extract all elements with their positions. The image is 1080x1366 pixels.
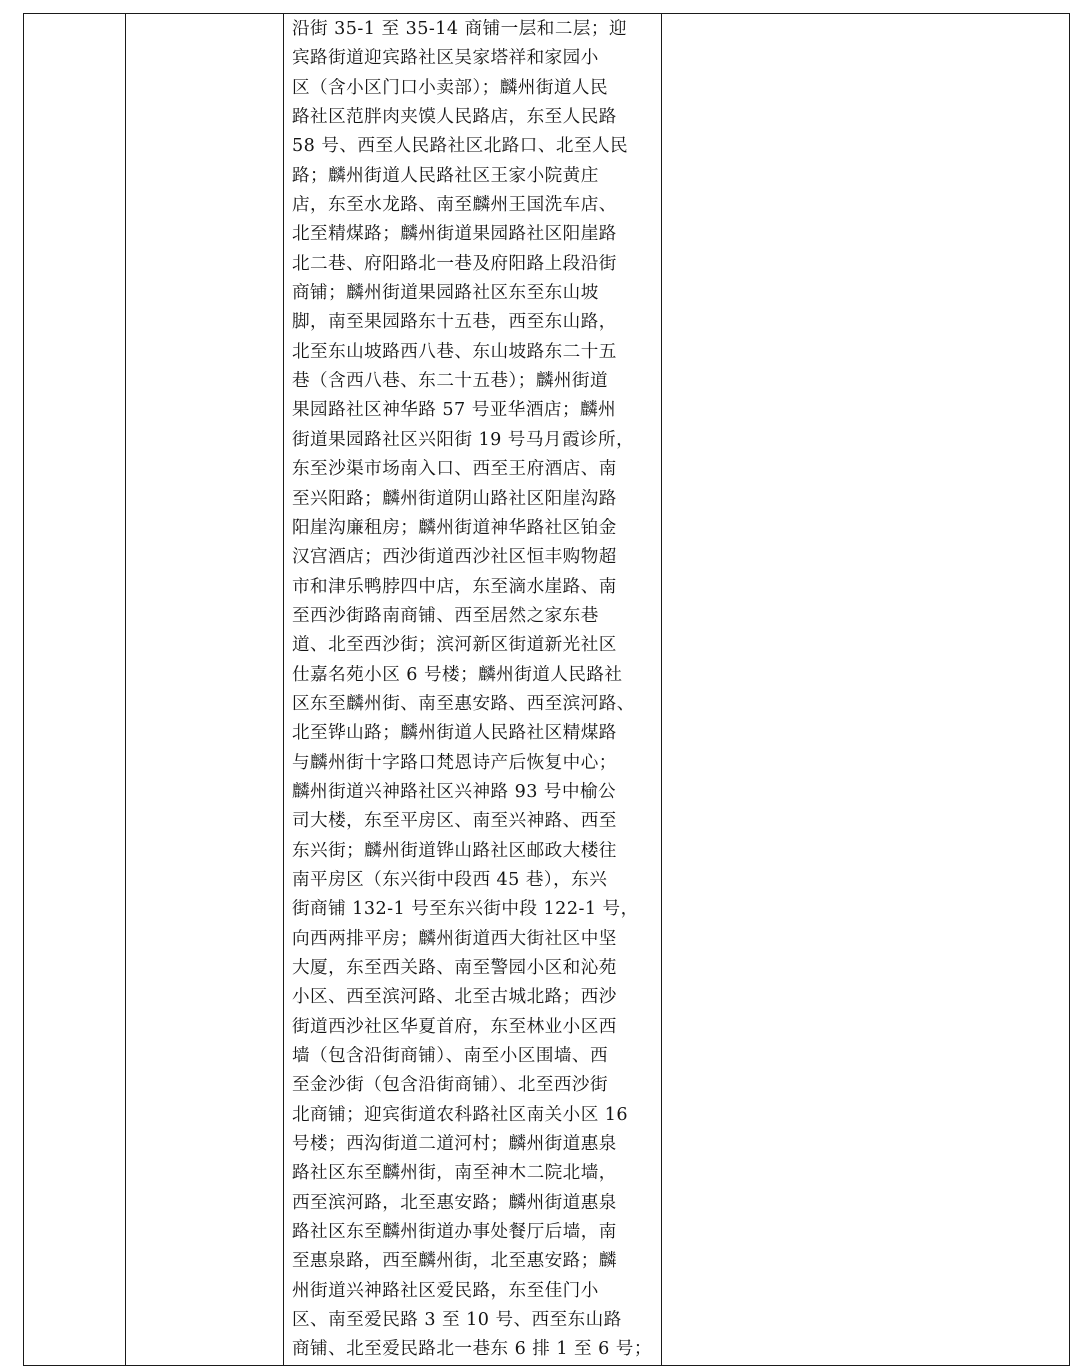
table-cell-notes bbox=[662, 14, 1070, 1366]
region-cell-text bbox=[126, 14, 283, 15]
area-description-text: 沿街 35-1 至 35-14 商铺一层和二层；迎 宾路街道迎宾路社区吴家塔祥和家园小 区（含小区门口小卖部）；麟州街道人民 路社区范胖肉夹馍人民路店，东至人民路 58 号、西至人民路社区北路口、北至人民 路；麟州街道人民路社区王家小院黄庄 店，东至水龙路、南至麟州王国洗车店、 北至精煤路；麟州街道果园路社区阳崖路 北二巷、府阳路北一巷及府阳路上段沿街 商铺；麟州街道果园路社区东至东山坡 脚，南至果园路东十五巷，西至东山路， 北至东山坡路西八巷、东山坡路东二十五 巷（含西八巷、东二十五巷）；麟州街道 果园路社区神华路 57 号亚华酒店；麟州 街道果园路社区兴阳街 19 号马月霞诊所， 东至沙渠市场南入口、西至王府酒店、南 至兴阳路；麟州街道阴山路社区阳崖沟路 阳崖沟廉租房；麟州街道神华路社区铂金 汉宫酒店；西沙街道西沙社区恒丰购物超 市和津乐鸭脖四中店，东至滴水崖路、南 至西沙街路南商铺、西至居然之家东巷 道、北至西沙街；滨河新区街道新光社区 仕嘉名苑小区 6 号楼；麟州街道人民路社 区东至麟州街、南至惠安路、西至滨河路、 北至铧山路；麟州街道人民路社区精煤路 与麟州街十字路口梵恩诗产后恢复中心； 麟州街道兴神路社区兴神路 93 号中榆公 司大楼，东至平房区、南至兴神路、西至 东兴街；麟州街道铧山路社区邮政大楼往 南平房区（东兴街中段西 45 巷），东兴 街商铺 132-1 号至东兴街中段 122-1 号， 向西两排平房；麟州街道西大街社区中坚 大厦，东至西关路、南至警园小区和沁苑 小区、西至滨河路、北至古城北路；西沙 街道西沙社区华夏首府，东至林业小区西 墙（包含沿街商铺）、南至小区围墙、西 至金沙街（包含沿街商铺）、北至西沙街 北商铺；迎宾街道农科路社区南关小区 16 号楼；西沟街道二道河村；麟州街道惠泉 路社区东至麟州街，南至神木二院北墙， 西至滨河路，北至惠安路；麟州街道惠泉 路社区东至麟州街道办事处餐厅后墙，南 至惠泉路，西至麟州街，北至惠安路；麟 州街道兴神路社区爱民路，东至佳门小 区、南至爱民路 3 至 10 号、西至东山路 商铺、北至爱民路北一巷东 6 排 1 至 6 号； bbox=[292, 19, 652, 1360]
area-list-table bbox=[23, 13, 1070, 1366]
table-row bbox=[24, 14, 1070, 1366]
table-cell-area-description bbox=[284, 14, 662, 1366]
table-cell-serial bbox=[24, 14, 126, 1366]
notes-cell-text bbox=[662, 14, 1069, 15]
serial-cell-text bbox=[24, 14, 125, 15]
table-cell-region bbox=[126, 14, 284, 1366]
